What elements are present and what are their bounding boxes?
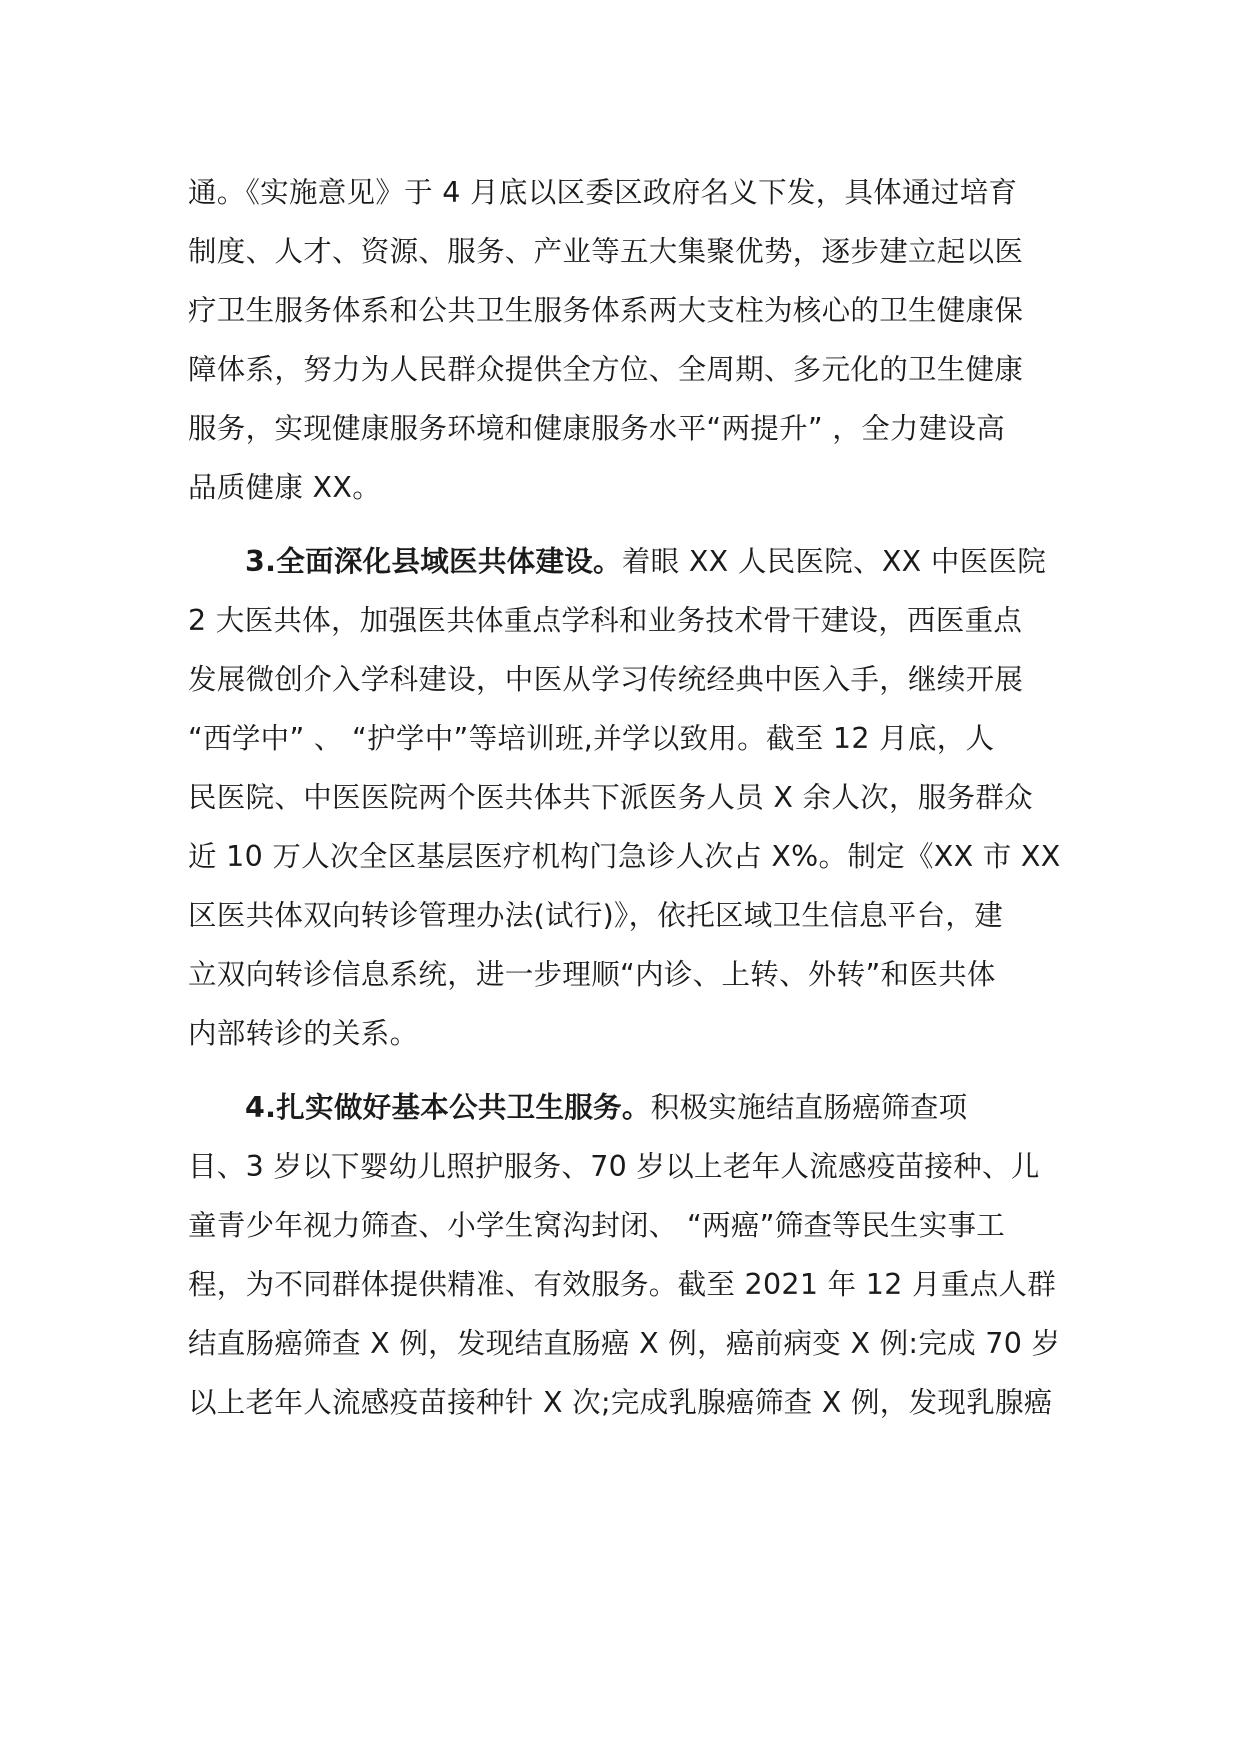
- paragraph-2-line-8: 立双向转诊信息系统，进一步理顺“内诊、上转、外转”和医共体: [188, 958, 996, 991]
- paragraph-1-line-3: 疗卫生服务体系和公共卫生服务体系两大支柱为核心的卫生健康保: [188, 294, 1024, 327]
- paragraph-1-line-1: 通。《实施意见》于 4 月底以区委区政府名义下发，具体通过培育: [188, 176, 1018, 209]
- paragraph-1-line-2: 制度、人才、资源、服务、产业等五大集聚优势，逐步建立起以医: [188, 235, 1024, 268]
- paragraph-2-line-4: “西学中” 、 “护学中”等培训班,并学以致用。截至 12 月底，人: [188, 722, 995, 755]
- paragraph-2-line-9: 内部转诊的关系。: [188, 1017, 419, 1050]
- paragraph-2-line-3: 发展微创介入学科建设，中医从学习传统经典中医入手，继续开展: [188, 663, 1024, 696]
- paragraph-3-line-3: 童青少年视力筛查、小学生窝沟封闭、 “两癌”筛查等民生实事工: [188, 1209, 1006, 1242]
- paragraph-3-line-1-text: 积极实施结直肠癌筛查项: [650, 1091, 968, 1124]
- section-3-heading: 3.全面深化县域医共体建设。: [245, 545, 622, 578]
- paragraph-3-line-2: 目、3 岁以下婴幼儿照护服务、70 岁以上老年人流感疫苗接种、儿: [188, 1150, 1040, 1183]
- paragraph-2-line-6: 近 10 万人次全区基层医疗机构门急诊人次占 X%。制定《XX 市 XX: [188, 840, 1061, 873]
- paragraph-2-line-2: 2 大医共体，加强医共体重点学科和业务技术骨干建设，西医重点: [188, 604, 1023, 637]
- paragraph-1-line-4: 障体系，努力为人民群众提供全方位、全周期、多元化的卫生健康: [188, 353, 1024, 386]
- paragraph-2-line-5: 民医院、中医医院两个医共体共下派医务人员 X 余人次，服务群众: [188, 781, 1033, 814]
- paragraph-3-line-4: 程，为不同群体提供精准、有效服务。截至 2021 年 12 月重点人群: [188, 1268, 1057, 1301]
- paragraph-3-line-5: 结直肠癌筛查 X 例，发现结直肠癌 X 例，癌前病变 X 例:完成 70 岁: [188, 1327, 1061, 1360]
- paragraph-3-line-1: [245, 1088, 967, 1128]
- paragraph-1-line-6: 品质健康 XX。: [188, 471, 382, 504]
- paragraph-1-line-5: 服务，实现健康服务环境和健康服务水平“两提升” ，全力建设高: [188, 412, 1006, 445]
- paragraph-3-line-6: 以上老年人流感疫苗接种针 X 次;完成乳腺癌筛查 X 例，发现乳腺癌: [188, 1386, 1053, 1419]
- paragraph-2-line-1: [245, 542, 1046, 582]
- paragraph-2-line-1-text: 着眼 XX 人民医院、XX 中医医院: [621, 545, 1047, 578]
- paragraph-2-line-7: 区医共体双向转诊管理办法(试行)》，依托区域卫生信息平台，建: [188, 899, 1003, 932]
- section-4-heading: 4.扎实做好基本公共卫生服务。: [245, 1091, 651, 1124]
